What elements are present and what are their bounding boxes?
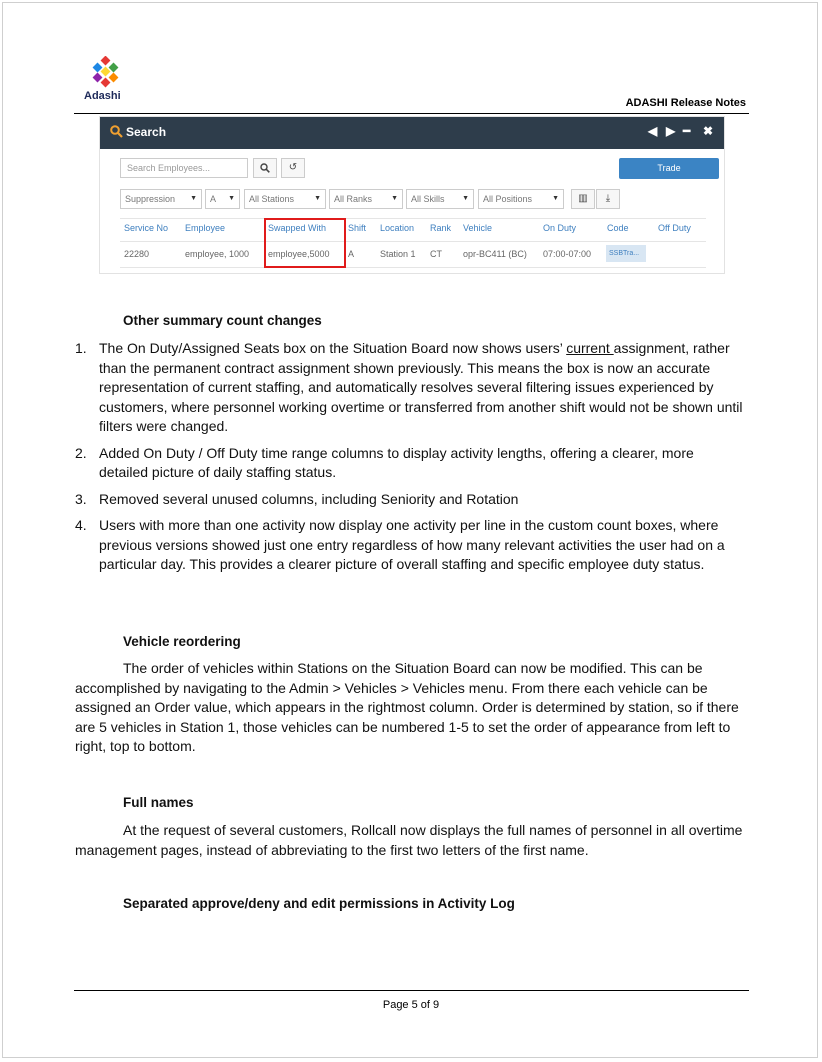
list-item: 3. Removed several unused columns, including Seniority and Rotation bbox=[75, 490, 519, 507]
header-rule bbox=[74, 113, 749, 114]
reset-button[interactable] bbox=[281, 158, 305, 178]
search-button[interactable] bbox=[253, 158, 277, 178]
summary-heading: Other summary count changes bbox=[123, 313, 322, 328]
list-item: 1. The On Duty/Assigned Seats box on the Situation Board now shows users’ current assignment, rather than the permanent contract assignment shown previously. This means the box is now an accurate representation of current staffing, and automatically resolves several filtering issues experienced by customers, where personnel working overtime or transferred from another shift would not be shown until filters were changed. bbox=[75, 340, 743, 434]
search-title-bar bbox=[100, 117, 724, 149]
ranks-select[interactable]: All Ranks ▼ bbox=[329, 189, 403, 209]
cell-swapped-with: employee,5000 bbox=[268, 249, 330, 259]
chevron-down-icon: ▼ bbox=[391, 195, 398, 202]
col-vehicle[interactable]: Vehicle bbox=[463, 223, 493, 233]
positions-select[interactable]: All Positions ▼ bbox=[478, 189, 564, 209]
col-shift[interactable]: Shift bbox=[348, 223, 367, 233]
chevron-down-icon: ▼ bbox=[462, 195, 469, 202]
cell-on-duty: 07:00-07:00 bbox=[543, 249, 592, 259]
skills-select[interactable]: All Skills ▼ bbox=[406, 189, 474, 209]
download-button[interactable] bbox=[596, 189, 620, 209]
cell-service-no: 22280 bbox=[124, 249, 150, 259]
page-number: Page 5 of 9 bbox=[382, 999, 440, 1011]
adashi-logo-icon bbox=[89, 56, 123, 88]
trade-button[interactable]: Trade bbox=[619, 158, 719, 179]
chevron-down-icon: ▼ bbox=[314, 195, 321, 202]
col-location[interactable]: Location bbox=[380, 223, 415, 233]
table-top-rule bbox=[120, 218, 706, 219]
col-code[interactable]: Code bbox=[607, 223, 629, 233]
footer-rule bbox=[74, 990, 749, 991]
close-icon[interactable]: ✖ bbox=[703, 124, 714, 138]
cell-employee: employee, 1000 bbox=[185, 249, 250, 259]
suppression-select[interactable]: Suppression ▼ bbox=[120, 189, 202, 209]
table-bottom-rule bbox=[120, 267, 706, 268]
logo-text: Adashi bbox=[84, 90, 121, 102]
permissions-heading: Separated approve/deny and edit permissions in Activity Log bbox=[123, 896, 515, 911]
table-header-rule bbox=[120, 241, 706, 242]
shift-select[interactable]: A ▼ bbox=[205, 189, 240, 209]
col-on-duty[interactable]: On Duty bbox=[543, 223, 577, 233]
undo-icon: ↺ bbox=[288, 162, 298, 173]
adashi-logo bbox=[84, 56, 144, 106]
names-paragraph: At the request of several customers, Rollcall now displays the full names of personnel in all overtime management pages, instead of abbreviating to the first two letters of the first name. bbox=[75, 822, 743, 858]
col-employee[interactable]: Employee bbox=[185, 223, 226, 233]
chevron-down-icon: ▼ bbox=[552, 195, 559, 202]
chevron-down-icon: ▼ bbox=[228, 195, 235, 202]
doc-title: ADASHI Release Notes bbox=[625, 97, 746, 109]
swapped-with-highlight bbox=[264, 218, 346, 268]
cell-shift: A bbox=[348, 249, 355, 259]
minimize-icon[interactable]: ━ bbox=[683, 124, 691, 138]
columns-icon: ▥ bbox=[578, 193, 588, 204]
search-screenshot bbox=[99, 116, 725, 274]
col-rank[interactable]: Rank bbox=[430, 223, 452, 233]
search-icon bbox=[110, 125, 123, 138]
summary-list bbox=[75, 339, 745, 582]
stations-select[interactable]: All Stations ▼ bbox=[244, 189, 326, 209]
cell-vehicle: opr-BC411 (BC) bbox=[463, 249, 527, 259]
vehicle-heading: Vehicle reordering bbox=[123, 634, 241, 649]
prev-arrow-icon[interactable]: ◀ bbox=[648, 124, 658, 138]
names-heading: Full names bbox=[123, 795, 194, 810]
col-swapped-with[interactable]: Swapped With bbox=[268, 223, 327, 233]
search-title: Search bbox=[126, 125, 167, 139]
cell-code-badge[interactable]: SSBTra... bbox=[606, 245, 646, 262]
magnifier-icon bbox=[260, 163, 270, 173]
columns-button[interactable] bbox=[571, 189, 595, 209]
search-employees-input[interactable]: Search Employees... bbox=[120, 158, 248, 178]
next-arrow-icon[interactable]: ▶ bbox=[666, 124, 676, 138]
col-service-no[interactable]: Service No bbox=[124, 223, 169, 233]
chevron-down-icon: ▼ bbox=[190, 195, 197, 202]
download-icon: ⤓ bbox=[605, 193, 611, 204]
cell-location: Station 1 bbox=[380, 249, 416, 259]
vehicle-paragraph: The order of vehicles within Stations on the Situation Board can now be modified. This can be accomplished by navigating to the Admin > Vehicles > Vehicles menu. From there each vehicle can be assigned an Order value, which appears in the rightmost column. Order is determined by station, so if there are 5 vehicles in Station 1, those vehicles can be numbered 1-5 to set the order of appearance from left to right, top to bottom. bbox=[75, 660, 739, 754]
cell-rank: CT bbox=[430, 249, 442, 259]
list-item: 2. Added On Duty / Off Duty time range columns to display activity lengths, offering a clearer, more detailed picture of daily staffing status. bbox=[75, 444, 694, 480]
col-off-duty[interactable]: Off Duty bbox=[658, 223, 691, 233]
list-item: 4. Users with more than one activity now display one activity per line in the custom count boxes, where previous versions showed just one entry regardless of how many relevant activities the user had on a particular day. This provides a clearer picture of overall staffing and specific employee duty status. bbox=[75, 517, 725, 572]
